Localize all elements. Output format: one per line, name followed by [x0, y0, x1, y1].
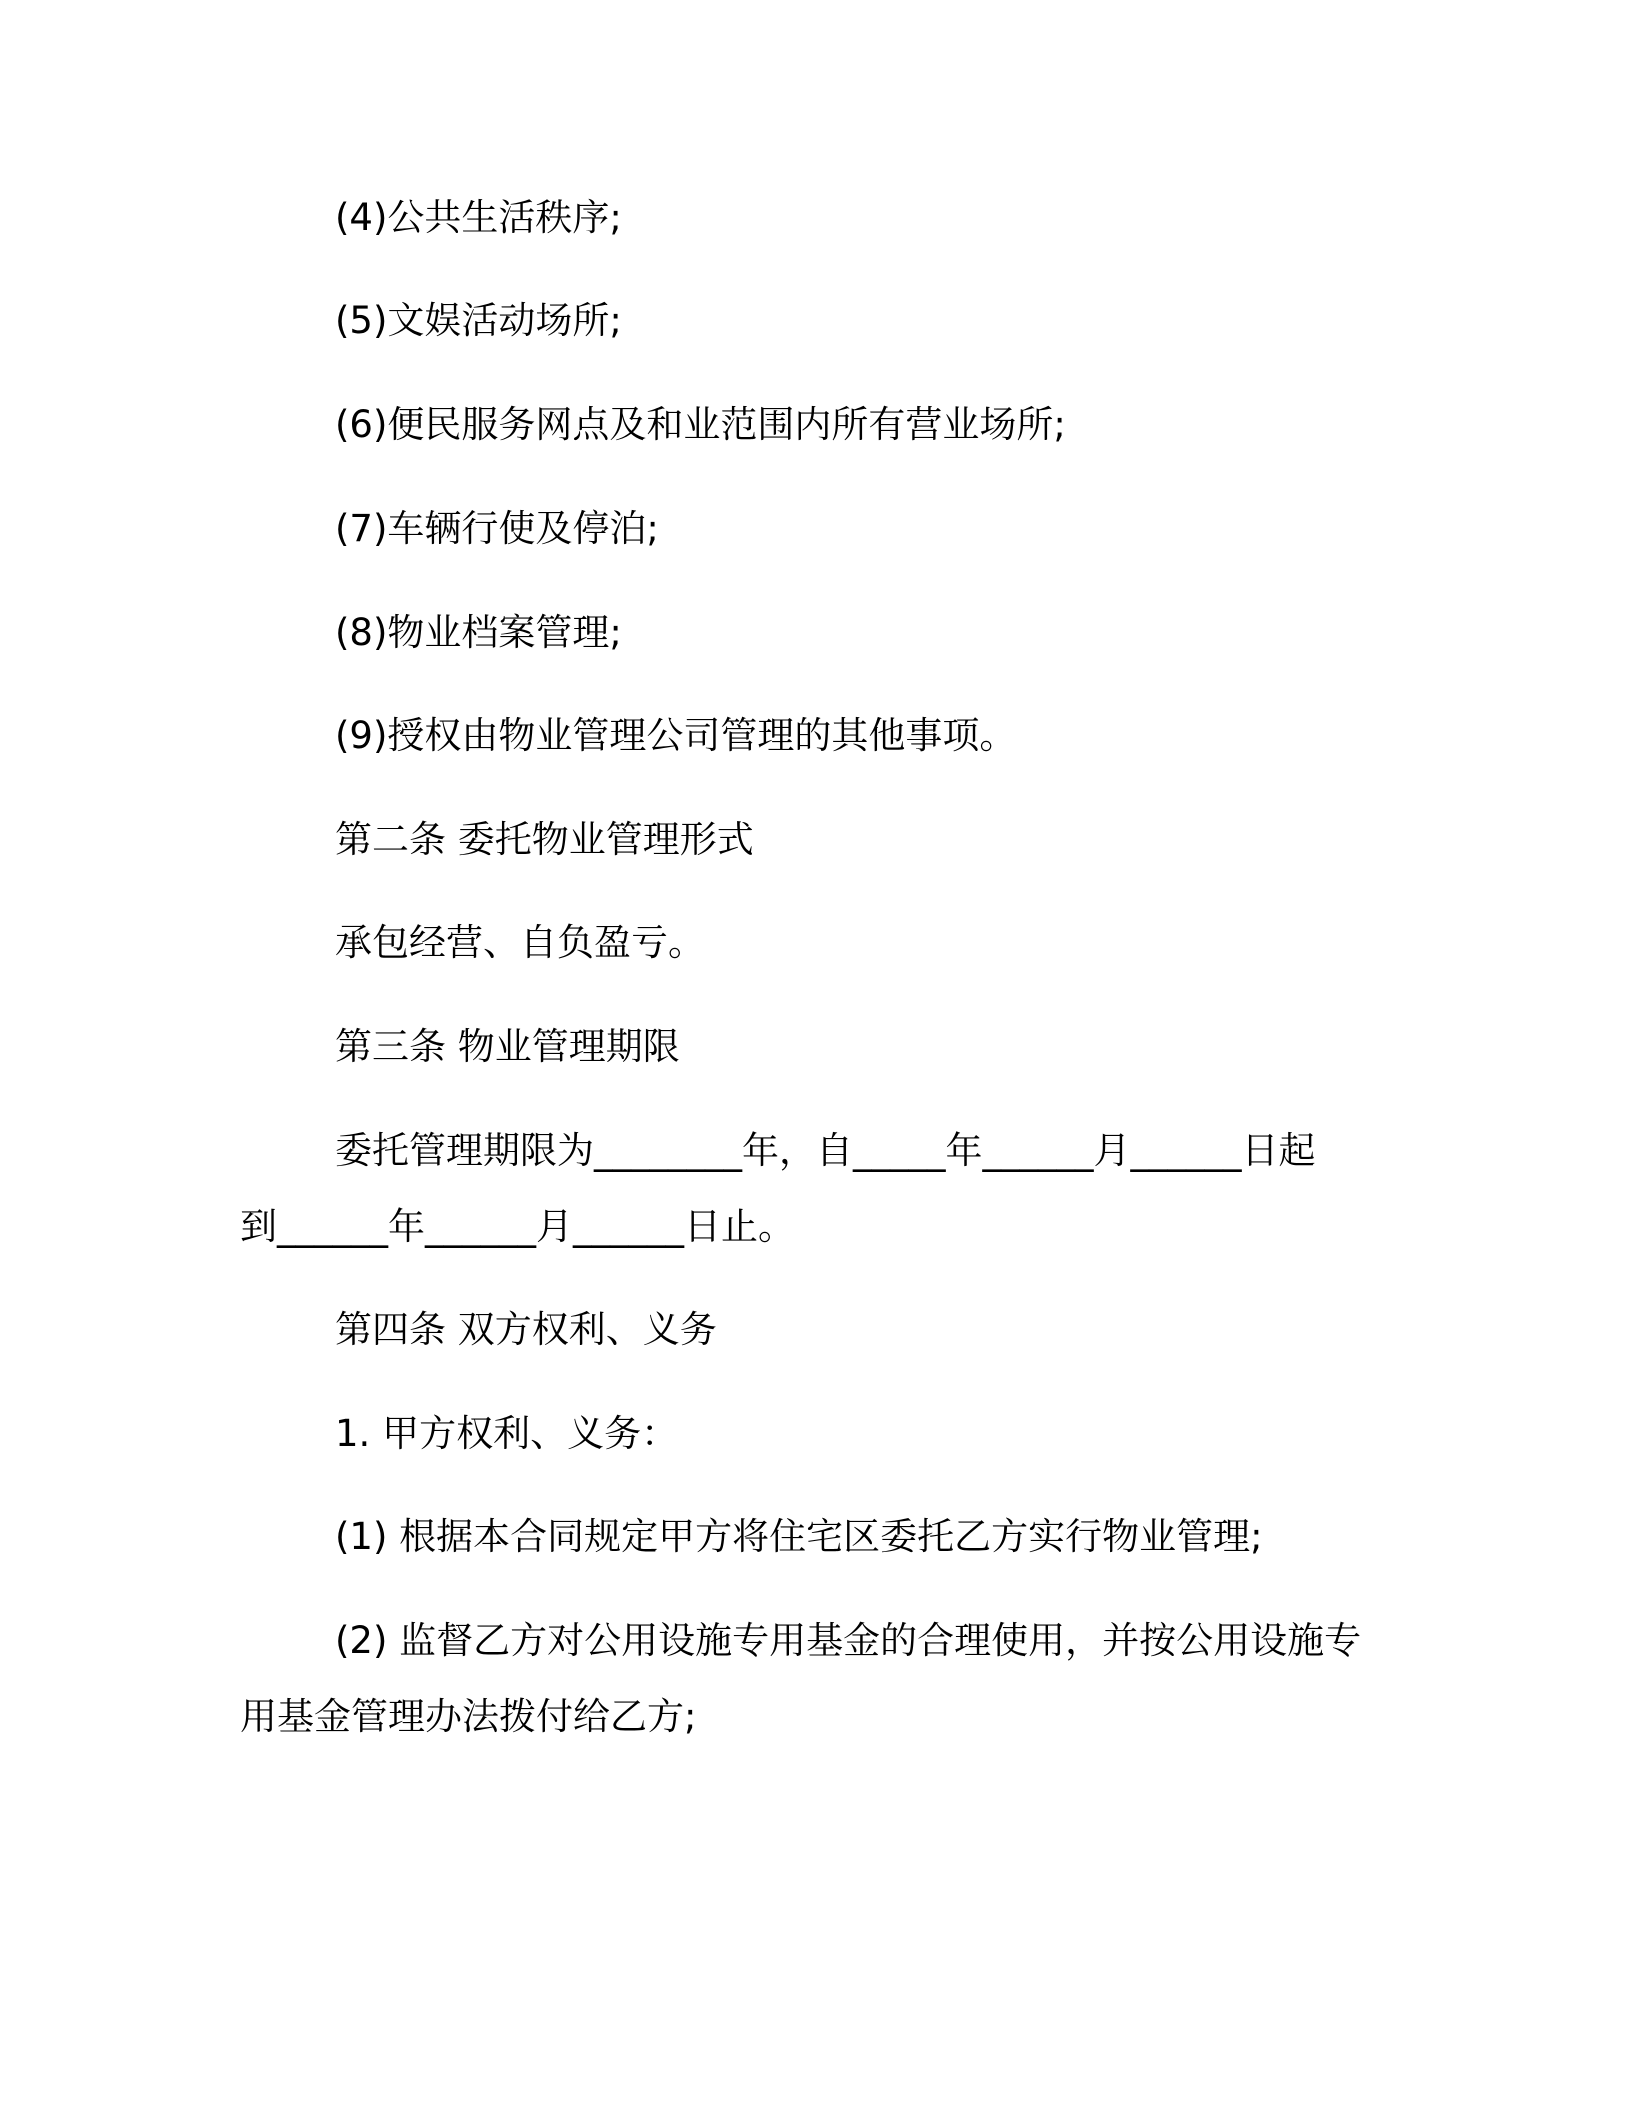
party-a-item-1: (1) 根据本合同规定甲方将住宅区委托乙方实行物业管理;: [335, 1515, 1263, 1558]
list-item-5: (5)文娱活动场所;: [335, 299, 622, 342]
list-item-6: (6)便民服务网点及和业范围内所有营业场所;: [335, 403, 1066, 446]
party-a-item-2-line-2: 用基金管理办法拨付给乙方;: [240, 1695, 697, 1738]
list-item-7: (7)车辆行使及停泊;: [335, 507, 659, 550]
article-2-heading: 第二条 委托物业管理形式: [335, 818, 754, 861]
party-a-item-2-line-1: (2) 监督乙方对公用设施专用基金的合理使用，并按公用设施专: [335, 1619, 1362, 1662]
list-item-9: (9)授权由物业管理公司管理的其他事项。: [335, 714, 1017, 757]
article-4-heading: 第四条 双方权利、义务: [335, 1308, 717, 1351]
list-item-8: (8)物业档案管理;: [335, 611, 622, 654]
article-3-heading: 第三条 物业管理期限: [335, 1025, 680, 1068]
article-3-body-line-1: 委托管理期限为________年，自_____年______月______日起: [335, 1129, 1316, 1172]
article-3-body-line-2: 到______年______月______日止。: [240, 1205, 795, 1248]
party-a-heading: 1. 甲方权利、义务：: [335, 1412, 679, 1455]
list-item-4: (4)公共生活秩序;: [335, 196, 622, 239]
article-2-body: 承包经营、自负盈亏。: [335, 921, 705, 964]
